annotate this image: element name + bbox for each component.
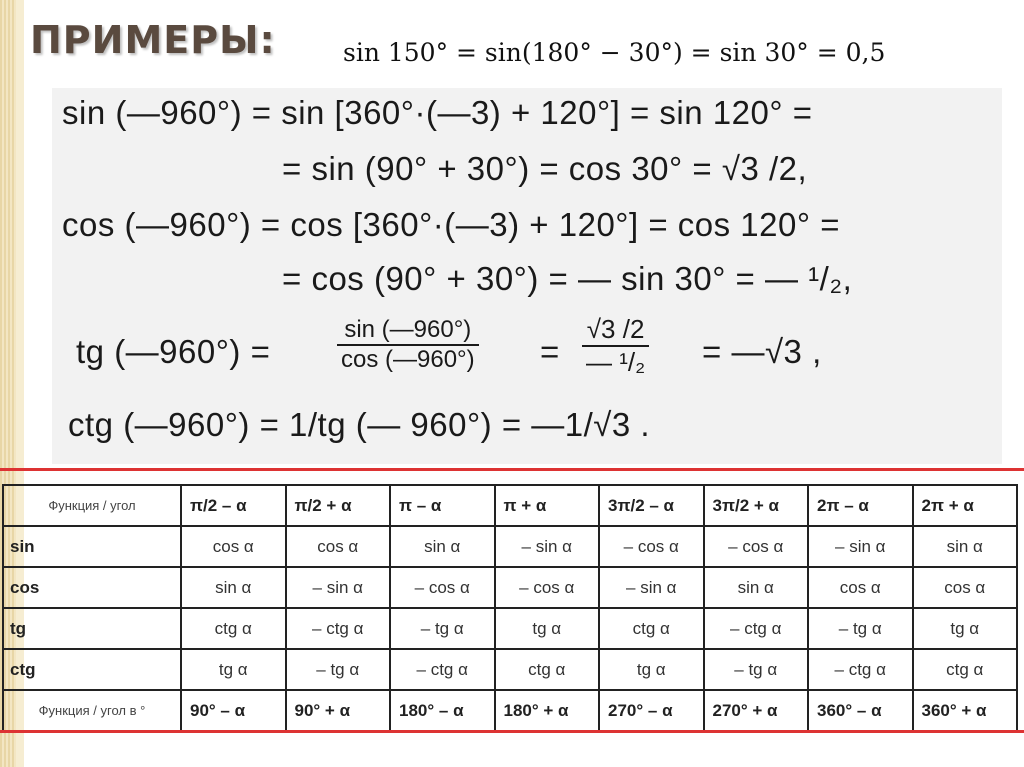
slide-title: ПРИМЕРЫ: xyxy=(30,18,276,62)
degree-header-cell: 360° – α xyxy=(808,690,913,731)
table-cell: ctg α xyxy=(495,649,600,690)
table-cell: – ctg α xyxy=(390,649,495,690)
header-cell: 3π/2 – α xyxy=(599,485,704,526)
header-cell: π/2 + α xyxy=(286,485,391,526)
header-cell: π + α xyxy=(495,485,600,526)
table-header-row xyxy=(3,485,1017,526)
table-cell: – cos α xyxy=(704,526,809,567)
ctg-example-line: ctg (—960°) = 1/tg (— 960°) = —1/√3 . xyxy=(68,406,651,443)
degree-header-cell: 270° – α xyxy=(599,690,704,731)
table-cell: – tg α xyxy=(390,608,495,649)
table-top-border xyxy=(0,468,1024,471)
table-cell: – sin α xyxy=(286,567,391,608)
table-cell: ctg α xyxy=(913,649,1018,690)
row-label: cos xyxy=(3,567,181,608)
row-label: sin xyxy=(3,526,181,567)
degree-header-cell: 270° + α xyxy=(704,690,809,731)
tg-fraction-2 xyxy=(582,314,649,378)
sin-example-line-2: = sin (90° + 30°) = cos 30° = √3 /2, xyxy=(282,150,808,187)
tg-fraction-1-numerator: sin (—960°) xyxy=(337,316,479,346)
header-cell: π/2 – α xyxy=(181,485,286,526)
table-cell: cos α xyxy=(181,526,286,567)
cos-example-line-2: = cos (90° + 30°) = — sin 30° = — ¹/₂, xyxy=(282,260,853,297)
table-cell: – sin α xyxy=(599,567,704,608)
table-cell: cos α xyxy=(286,526,391,567)
degree-header-cell: 90° + α xyxy=(286,690,391,731)
row-label: tg xyxy=(3,608,181,649)
tg-fraction-2-denominator: — ¹/₂ xyxy=(586,347,646,377)
reduction-formulas-table xyxy=(2,484,1018,732)
tg-fraction-1 xyxy=(337,316,479,374)
table-cell: sin α xyxy=(181,567,286,608)
degree-header-cell: 360° + α xyxy=(913,690,1018,731)
table-cell: – sin α xyxy=(495,526,600,567)
header-cell: 3π/2 + α xyxy=(704,485,809,526)
table-cell: – cos α xyxy=(599,526,704,567)
table-row xyxy=(3,649,1017,690)
row-label: ctg xyxy=(3,649,181,690)
table-row xyxy=(3,567,1017,608)
table-row xyxy=(3,608,1017,649)
table-cell: – sin α xyxy=(808,526,913,567)
sin-example-line-1: sin (—960°) = sin [360°·(—3) + 120°] = sin 120° = xyxy=(62,94,813,131)
header-cell: 2π – α xyxy=(808,485,913,526)
table-cell: – tg α xyxy=(286,649,391,690)
corner-header: Функция / угол xyxy=(3,485,181,526)
header-cell: π – α xyxy=(390,485,495,526)
table-cell: – ctg α xyxy=(704,608,809,649)
degree-header-cell: 180° + α xyxy=(495,690,600,731)
table-cell: tg α xyxy=(913,608,1018,649)
tg-fraction-1-denominator: cos (—960°) xyxy=(341,346,475,373)
tg-fraction-2-numerator: √3 /2 xyxy=(582,314,649,347)
table-cell: tg α xyxy=(181,649,286,690)
cos-example-line-1: cos (—960°) = cos [360°·(—3) + 120°] = cos 120° = xyxy=(62,206,840,243)
header-cell: 2π + α xyxy=(913,485,1018,526)
tg-example-left: tg (—960°) = xyxy=(76,333,271,370)
top-formula: sin 150° = sin(180° − 30°) = sin 30° = 0,5 xyxy=(343,38,886,67)
table-cell: – ctg α xyxy=(286,608,391,649)
table-cell: sin α xyxy=(390,526,495,567)
table-cell: tg α xyxy=(495,608,600,649)
table-bottom-border xyxy=(0,730,1024,733)
table-cell: – tg α xyxy=(704,649,809,690)
degree-header-cell: 90° – α xyxy=(181,690,286,731)
table-cell: cos α xyxy=(808,567,913,608)
examples-block xyxy=(52,88,1002,464)
table-cell: sin α xyxy=(913,526,1018,567)
table-cell: cos α xyxy=(913,567,1018,608)
table-cell: – cos α xyxy=(390,567,495,608)
degree-header-cell: 180° – α xyxy=(390,690,495,731)
table-cell: ctg α xyxy=(599,608,704,649)
table-degree-row xyxy=(3,690,1017,731)
tg-example-right: = —√3 , xyxy=(702,333,822,370)
table-cell: ctg α xyxy=(181,608,286,649)
table-cell: – cos α xyxy=(495,567,600,608)
table-cell: – tg α xyxy=(808,608,913,649)
tg-equals: = xyxy=(540,333,560,370)
table-cell: tg α xyxy=(599,649,704,690)
table-cell: sin α xyxy=(704,567,809,608)
table-row xyxy=(3,526,1017,567)
table-cell: – ctg α xyxy=(808,649,913,690)
corner-degree-label: Функция / угол в ° xyxy=(3,690,181,731)
